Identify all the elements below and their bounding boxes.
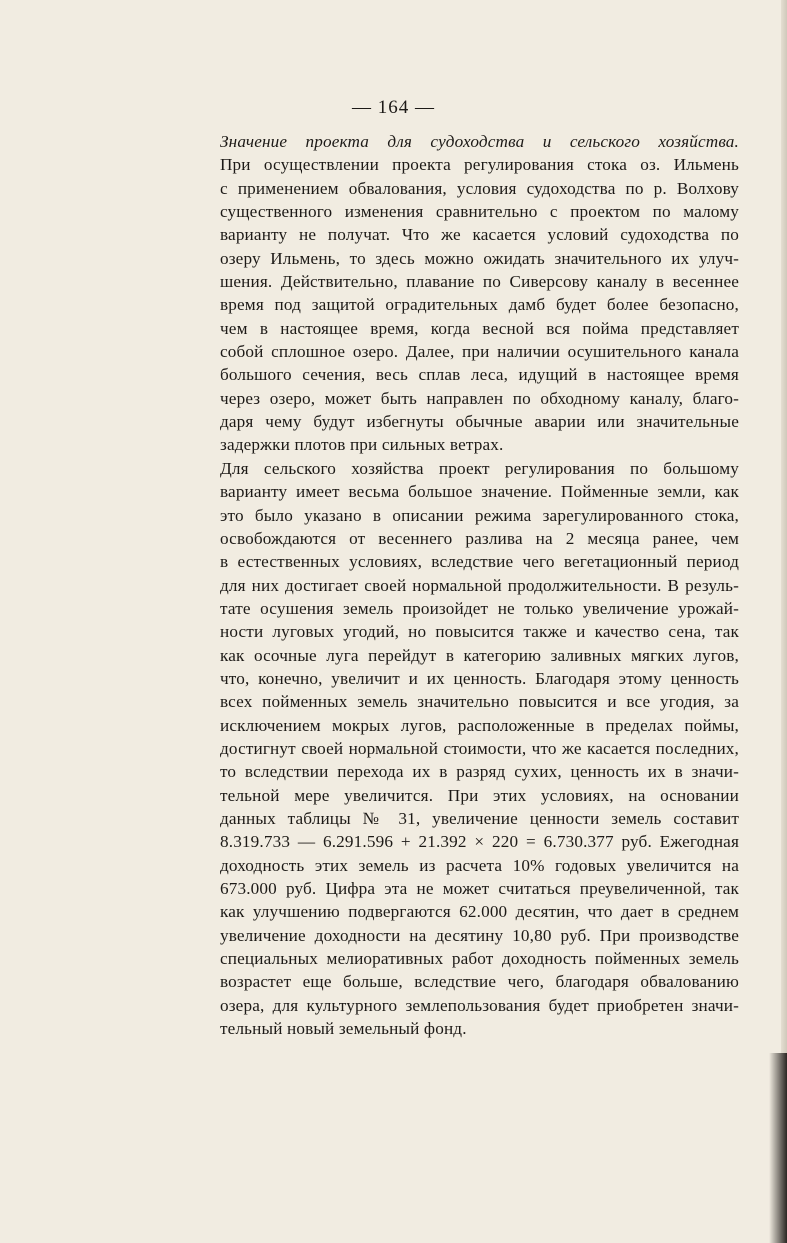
text-line: то вследствии перехода их в разряд сухих, ценность их в значи- <box>220 762 739 782</box>
text-line: для них достигает своей нормальной продолжительности. В резуль- <box>220 575 739 595</box>
text-line: тельный новый земельный фонд. <box>220 1019 467 1039</box>
text-line: существенного изменения сравнительно с проектом по малому <box>220 202 739 222</box>
text-line: большого сечения, весь сплав леса, идущий в настоящее время <box>220 365 739 385</box>
text-line: варианту имеет весьма большое значение. Пойменные земли, как <box>220 482 739 502</box>
text-line: что, конечно, увеличит и их ценность. Благодаря этому ценность <box>220 668 739 688</box>
paragraph-agriculture <box>176 457 739 1041</box>
text-line: доходность этих земель из расчета 10% годовых увеличится на <box>220 855 739 875</box>
text-line: озера, для культурного землепользования будет приобретен значи- <box>220 995 739 1015</box>
text-line: как осочные луга перейдут в категорию заливных мягких лугов, <box>220 645 739 665</box>
text-line: увеличение доходности на десятину 10,80 руб. При производстве <box>220 925 739 945</box>
page-number: — 164 — <box>352 97 435 118</box>
text-line: исключением мокрых лугов, расположенные в пределах поймы, <box>220 715 739 735</box>
text-line: 673.000 руб. Цифра эта не может считаться преувеличенной, так <box>220 879 739 898</box>
text-line: ности луговых угодий, но повысится также и качество сена, так <box>220 622 739 642</box>
text-line: достигнут своей нормальной стоимости, что же касается последних, <box>220 738 739 758</box>
text-line: данных таблицы № 31, увеличение ценности земель составит <box>220 808 739 828</box>
text-line: в естественных условиях, вследствие чего вегетационный период <box>220 552 739 572</box>
text-line: шения. Действительно, плавание по Сиверсову каналу в весеннее <box>220 272 739 292</box>
text-line: как улучшению подвергаются 62.000 десятин, что дает в среднем <box>220 902 739 922</box>
text-line: даря чему будут избегнуты обычные аварии или значительные <box>220 412 739 432</box>
text-line: тате осушения земель произойдет не только увеличение урожай- <box>220 598 739 618</box>
body-text <box>176 130 739 1040</box>
text-line: собой сплошное озеро. Далее, при наличии осушительного канала <box>220 342 739 362</box>
page-corner-shadow <box>769 1053 787 1243</box>
text-line: чем в настоящее время, когда весной вся пойма представляет <box>220 318 739 338</box>
text-line: При осуществлении проекта регулирования стока оз. Ильмень <box>220 155 739 175</box>
text-line: с применением обвалования, условия судоходства по р. Волхову <box>220 178 739 198</box>
paragraph-shipping <box>176 130 739 457</box>
text-line: озеру Ильмень, то здесь можно ожидать значительного их улуч- <box>220 248 739 268</box>
text-line: варианту не получат. Что же касается условий судоходства по <box>220 225 739 245</box>
text-line: специальных мелиоративных работ доходность пойменных земель <box>220 949 739 969</box>
text-line: 8.319.733 — 6.291.596 + 21.392 × 220 = 6.730.377 руб. Ежегодная <box>220 832 739 852</box>
text-line: задержки плотов при сильных ветрах. <box>220 435 504 455</box>
text-line: Для сельского хозяйства проект регулирования по большому <box>220 458 739 478</box>
text-line: тельной мере увеличится. При этих условиях, на основании <box>220 785 739 805</box>
text-line: это было указано в описании режима зарегулированного стока, <box>220 505 739 525</box>
section-heading: Значение проекта для судоходства и сельского хозяйства. <box>220 132 739 151</box>
paragraph-heading-line <box>176 130 739 153</box>
text-line: возрастет еще больше, вследствие чего, благодаря обвалованию <box>220 972 739 992</box>
text-line: время под защитой оградительных дамб будет более безопасно, <box>220 295 739 315</box>
text-line: через озеро, может быть направлен по обходному каналу, благо- <box>220 388 739 408</box>
text-line: всех пойменных земель значительно повысится и все угодия, за <box>220 692 739 712</box>
text-line: освобождаются от весеннего разлива на 2 месяца ранее, чем <box>220 528 739 548</box>
